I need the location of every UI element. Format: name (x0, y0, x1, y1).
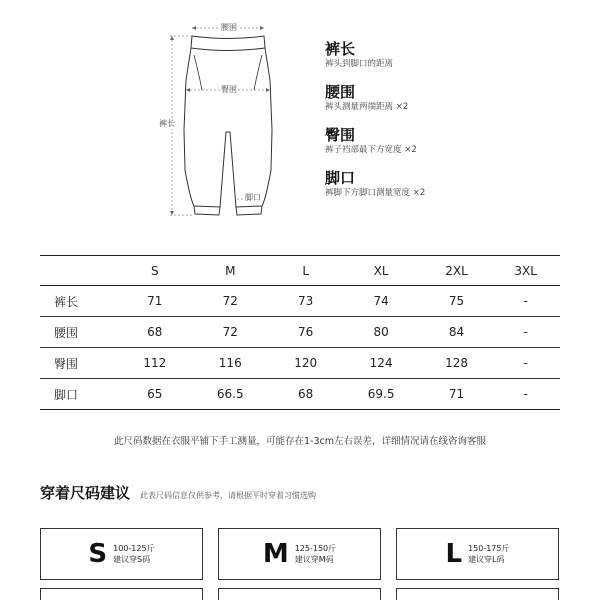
header-cell (40, 256, 120, 286)
waist-dimension-label: 腰围 (221, 23, 237, 32)
header-cell-2xl: 2XL (445, 263, 468, 278)
row-label: 裤长 (54, 294, 79, 309)
table-cell: 116 (218, 356, 242, 370)
size-advice: 建议穿S码 (113, 555, 151, 564)
header-cell-s: S (151, 263, 159, 278)
weight-range: 150-175斤 (468, 544, 510, 553)
definition-title: 臀围 (325, 126, 356, 144)
table-cell: 69.5 (367, 387, 395, 401)
size-card-m (218, 528, 381, 580)
definition-title: 裤长 (325, 40, 356, 58)
table-cell: - (523, 325, 528, 339)
size-info (113, 543, 154, 565)
row-label: 腰围 (54, 325, 79, 340)
hem-dimension-label: 脚口 (245, 193, 261, 202)
measurement-note: 此尺码数据在衣服平铺下手工测量，可能存在1-3cm左右误差，详细情况请在线咨询客服 (114, 436, 486, 447)
table-row (40, 286, 560, 317)
table-cell: 66.5 (216, 387, 244, 401)
size-card-l (396, 528, 559, 580)
header-cell-m: M (225, 263, 236, 278)
recommendation-title: 穿着尺码建议 (40, 484, 131, 502)
table-cell: 72 (222, 294, 238, 308)
definition-description: 裤子裆部最下方宽度 ×2 (325, 145, 417, 155)
definition-description: 裤脚下方脚口测量宽度 ×2 (325, 188, 426, 198)
pants-outline-graphic (150, 10, 300, 220)
size-card-partial (40, 588, 203, 600)
table-row (40, 379, 560, 410)
definition-hip (325, 126, 585, 156)
definition-hem (325, 169, 585, 199)
table-row (40, 317, 560, 348)
table-cell: 120 (294, 356, 318, 370)
length-dimension-label: 裤长 (159, 119, 175, 128)
measurement-definitions (325, 40, 585, 212)
table-cell: 73 (298, 294, 314, 308)
table-cell: 84 (448, 325, 465, 339)
table-cell: - (523, 294, 528, 308)
size-advice: 建议穿M码 (294, 555, 334, 564)
table-cell: 128 (445, 356, 469, 370)
table-cell: - (523, 387, 528, 401)
pants-diagram (150, 10, 300, 220)
table-cell: 75 (448, 294, 465, 308)
recommendation-header (40, 482, 316, 503)
table-cell: 68 (147, 325, 163, 339)
table-row (40, 348, 560, 379)
size-card-partial (396, 588, 559, 600)
table-cell: 74 (373, 294, 389, 308)
weight-range: 125-150斤 (294, 544, 337, 553)
definition-description: 裤头到脚口的距离 (325, 59, 394, 69)
size-chart-table (40, 255, 560, 410)
size-info (295, 543, 336, 565)
header-cell-l: L (302, 263, 310, 278)
hip-dimension-label: 臀围 (221, 85, 237, 94)
table-cell: 112 (143, 356, 167, 370)
table-cell: 76 (298, 325, 314, 339)
definition-title: 脚口 (325, 169, 356, 187)
definition-length (325, 40, 585, 70)
size-card-s (40, 528, 203, 580)
definition-description: 裤头测量两端距离 ×2 (325, 102, 409, 112)
size-letter: M (262, 539, 289, 569)
table-cell: 71 (147, 294, 163, 308)
definition-waist (325, 83, 585, 113)
row-label: 脚口 (54, 387, 79, 402)
table-cell: 71 (448, 387, 465, 401)
definition-title: 腰围 (325, 83, 356, 101)
size-letter: L (445, 539, 463, 569)
table-cell: 80 (373, 325, 389, 339)
header-cell-3xl: 3XL (514, 263, 537, 278)
table-header-row (40, 256, 560, 286)
header-cell-xl: XL (373, 263, 389, 278)
table-cell: - (523, 356, 528, 370)
table-cell: 72 (222, 325, 238, 339)
table-cell: 124 (369, 356, 393, 370)
row-label: 臀围 (54, 356, 79, 371)
table-cell: 65 (147, 387, 163, 401)
size-advice: 建议穿L码 (468, 555, 505, 564)
size-letter: S (88, 539, 108, 569)
size-card-partial (218, 588, 381, 600)
weight-range: 100-125斤 (113, 544, 155, 553)
table-cell: 68 (298, 387, 314, 401)
recommendation-subtitle: 此表尺码信息仅供参考，请根据平时穿着习惯选购 (140, 491, 317, 500)
size-info (468, 543, 509, 565)
